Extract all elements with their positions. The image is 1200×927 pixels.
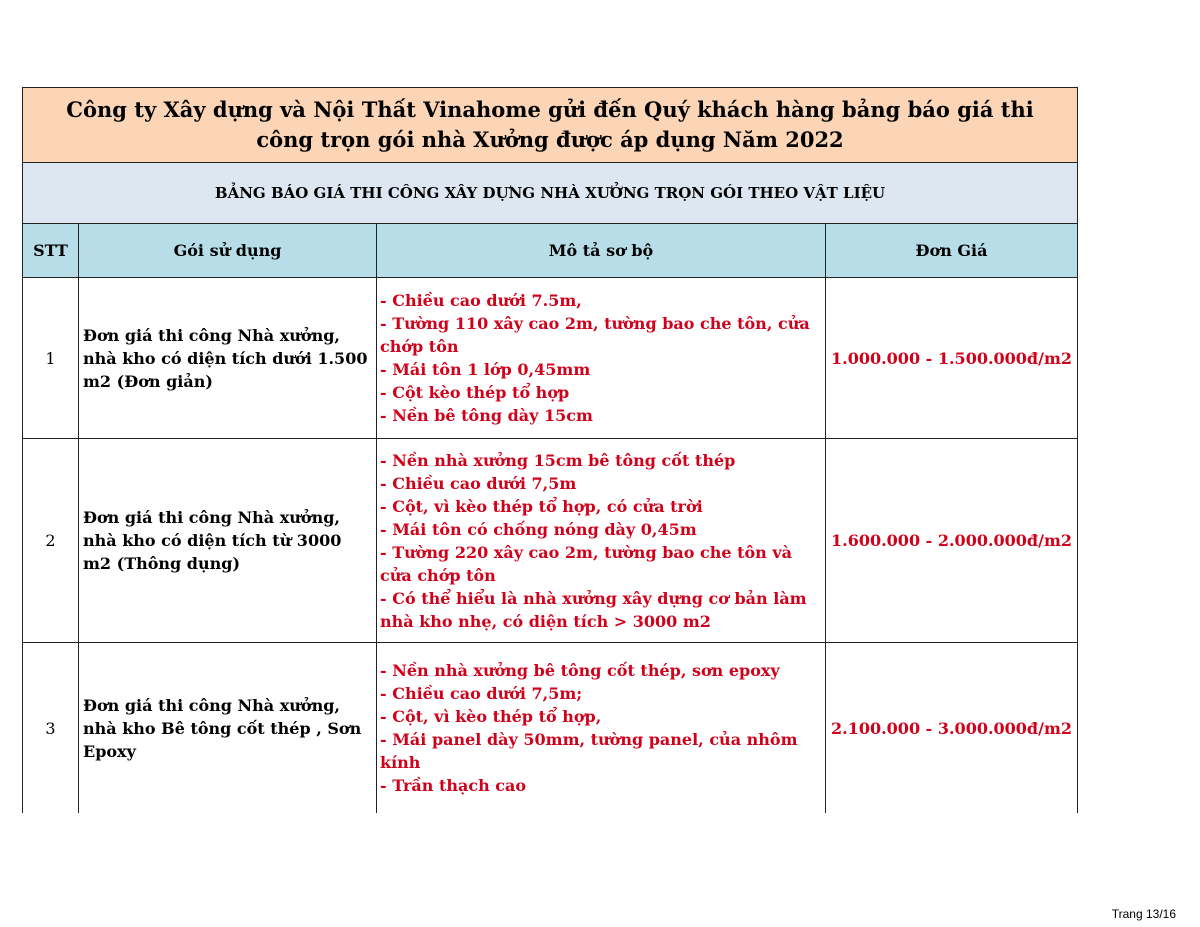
title-row (23, 88, 1078, 163)
price-quote-sheet (22, 87, 1077, 813)
description-line: - Cột, vì kèo thép tổ hợp, (380, 707, 602, 726)
document-title: Công ty Xây dựng và Nội Thất Vinahome gửi đến Quý khách hàng bảng báo giá thi công trọn gói nhà Xưởng được áp dụng Năm 2022 (23, 88, 1078, 163)
row-number: 1 (23, 278, 79, 439)
table-row (23, 439, 1078, 643)
column-header-package: Gói sử dụng (79, 224, 377, 278)
unit-price: 1.600.000 - 2.000.000đ/m2 (826, 439, 1078, 643)
column-header-description: Mô tả sơ bộ (377, 224, 826, 278)
description-line: - Chiều cao dưới 7.5m, (380, 291, 582, 310)
description-list (377, 439, 826, 643)
description-line: - Nền nhà xưởng bê tông cốt thép, sơn epoxy (380, 661, 780, 680)
price-quote-table (22, 87, 1078, 813)
description-line: - Cột kèo thép tổ hợp (380, 383, 570, 402)
package-name: Đơn giá thi công Nhà xưởng, nhà kho Bê tông cốt thép , Sơn Epoxy (79, 643, 377, 814)
description-line: - Mái tôn 1 lớp 0,45mm (380, 360, 591, 379)
description-line: - Trần thạch cao (380, 776, 527, 795)
subtitle-row (23, 163, 1078, 224)
page-number: Trang 13/16 (1111, 907, 1176, 921)
row-number: 3 (23, 643, 79, 814)
description-line: - Nền nhà xưởng 15cm bê tông cốt thép (380, 450, 736, 470)
package-name: Đơn giá thi công Nhà xưởng, nhà kho có diện tích từ 3000 m2 (Thông dụng) (79, 439, 377, 643)
description-list (377, 643, 826, 814)
unit-price: 1.000.000 - 1.500.000đ/m2 (826, 278, 1078, 439)
description-line: - Có thể hiểu là nhà xưởng xây dựng cơ bản làm nhà kho nhẹ, có diện tích > 3000 m2 (380, 588, 807, 631)
description-line: - Nền bê tông dày 15cm (380, 406, 593, 425)
description-line: - Cột, vì kèo thép tổ hợp, có cửa trời (380, 496, 703, 516)
description-line: - Mái tôn có chống nóng dày 0,45m (380, 519, 697, 539)
description-line: - Mái panel dày 50mm, tường panel, của nhôm kính (380, 730, 798, 772)
column-header-stt: STT (23, 224, 79, 278)
row-number: 2 (23, 439, 79, 643)
unit-price: 2.100.000 - 3.000.000đ/m2 (826, 643, 1078, 814)
description-line: - Tường 110 xây cao 2m, tường bao che tôn, cửa chớp tôn (380, 314, 810, 356)
header-row (23, 224, 1078, 278)
description-line: - Chiều cao dưới 7,5m (380, 473, 577, 493)
package-name: Đơn giá thi công Nhà xưởng, nhà kho có diện tích dưới 1.500 m2 (Đơn giản) (79, 278, 377, 439)
description-line: - Tường 220 xây cao 2m, tường bao che tôn và cửa chớp tôn (380, 542, 793, 585)
table-row (23, 643, 1078, 814)
column-header-price: Đơn Giá (826, 224, 1078, 278)
description-list (377, 278, 826, 439)
description-line: - Chiều cao dưới 7,5m; (380, 684, 583, 703)
table-row (23, 278, 1078, 439)
table-subtitle: BẢNG BÁO GIÁ THI CÔNG XÂY DỰNG NHÀ XƯỞNG TRỌN GÓI THEO VẬT LIỆU (23, 163, 1078, 224)
